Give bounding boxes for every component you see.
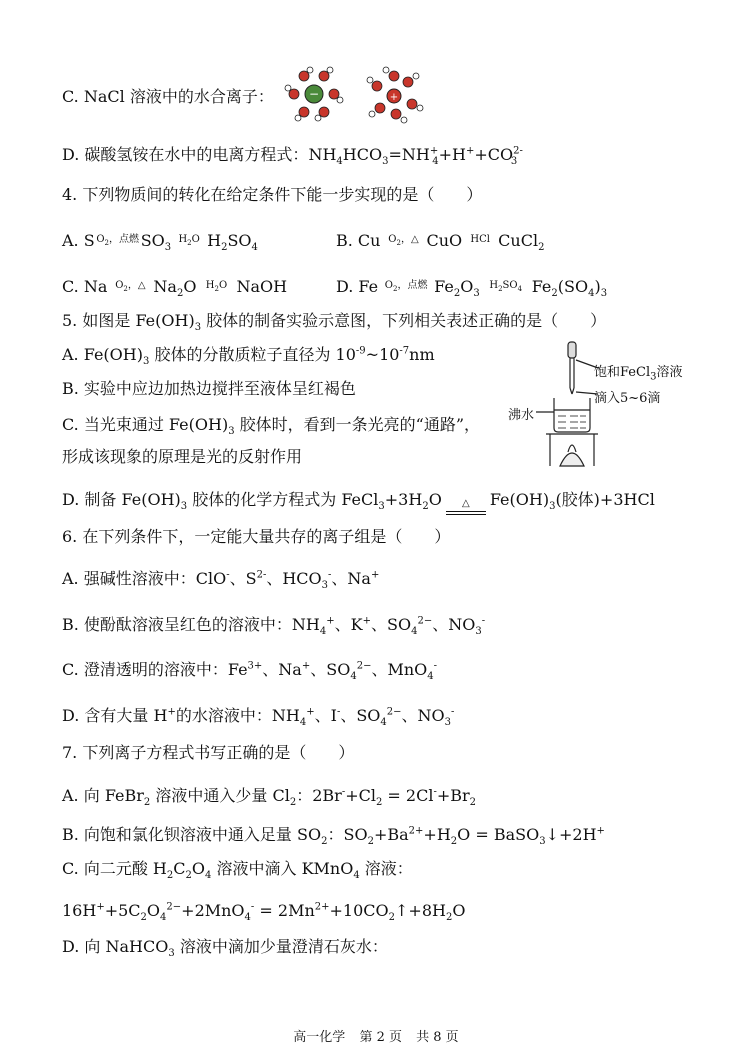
page-footer [0, 1026, 752, 1045]
q7-option-a: A. 向 FeBr$_2$ 溶液中通入少量 $Cl_2$：$2Br^-+Cl_2 = 2Cl^-+Br_2$ [62, 786, 477, 809]
q4-option-d: D. Fe $O_2$，点燃 $Fe_2O_3$ $H_2SO_4$ $Fe_2(SO_4)_3$ [336, 277, 608, 300]
q3-option-d-equation: $NH_4HCO_3=NH^+_4+H^++CO^{2-}_3$ [308, 145, 523, 168]
q3-option-d [62, 144, 523, 168]
q6-option-c: C. 澄清透明的溶液中：$Fe^{3+}$、Na+、$SO_4^{2-}$、MnO$_4$- [62, 660, 438, 683]
q3-option-d-text: D. 碳酸氢铵在水中的电离方程式： [62, 145, 309, 164]
footer-subject: 高一化学 [293, 1030, 346, 1045]
q7-stem: 7. 下列离子方程式书写正确的是（ ） [62, 743, 355, 762]
q7-option-b: B. 向饱和氯化钡溶液中通入足量 $SO_2$：$SO_2+Ba^{2+}+H_2O$ = BaSO$_3$↓+2H+ [62, 825, 605, 848]
q5-option-d: D. 制备 $Fe(OH)_3$ 胶体的化学方程式为 $FeCl_3+3H_2O$ △ $Fe(OH)_3$(胶体)+3HCl [62, 489, 655, 511]
q5-option-c-line2: 形成该现象的原理是光的反射作用 [62, 447, 303, 466]
q5-option-c-line1: C. 当光束通过 $Fe(OH)_3$ 胶体时，看到一条光亮的“通路”， [62, 415, 481, 438]
q3-option-c-text: C. NaCl 溶液中的水合离子： [62, 87, 274, 106]
hydrated-chloride-ion [285, 67, 343, 121]
q6-stem: 6. 在下列条件下，一定能大量共存的离子组是（ ） [62, 527, 451, 546]
q4-option-a: A. S $O_2$，点燃 $SO_3$ $H_2O$ $H_2SO_4$ [62, 231, 258, 254]
fig-label-boiling-water: 沸水 [508, 408, 535, 423]
footer-total: 共 8 页 [416, 1030, 459, 1045]
hydrated-ion-diagram [282, 64, 442, 134]
svg-text:−: − [308, 87, 320, 101]
q5-option-b: B. 实验中应边加热边搅拌至液体呈红褐色 [62, 379, 356, 398]
hydrated-sodium-ion [367, 67, 423, 123]
q7-option-c-equation: $16H^++5C_2O_4^{2-}+2MnO_4^-$ = $2Mn^{2+}+10CO_2↑+8H_2O$ [62, 901, 466, 924]
q6-option-a: A. 强碱性溶液中：ClO-、$S^{2-}$、$HCO_3^-$、Na+ [62, 569, 380, 592]
q7-option-d: D. 向 NaHCO$_3$ 溶液中滴加少量澄清石灰水： [62, 937, 388, 960]
footer-page: 第 2 页 [359, 1030, 402, 1045]
svg-text:+: + [389, 92, 399, 103]
fig-label-saturated-fecl3: 饱和FeCl$_3$溶液 [594, 365, 683, 383]
q7-option-c: C. 向二元酸 $H_2C_2O_4$ 溶液中滴入 KMnO$_4$ 溶液： [62, 859, 413, 882]
q6-option-d: D. 含有大量 H+的水溶液中：$NH_4^+$、I-、$SO_4^{2-}$、$NO_3^-$ [62, 706, 455, 729]
q4-stem: 4. 下列物质间的转化在给定条件下能一步实现的是（ ） [62, 185, 483, 204]
q4-option-b: B. Cu $O_2$，△ CuO HCl CuCl$_2$ [336, 231, 545, 254]
fig-label-drops: 滴入5~6滴 [594, 391, 661, 406]
q5-stem: 5. 如图是 $Fe(OH)_3$ 胶体的制备实验示意图，下列相关表述正确的是（ ） [62, 311, 607, 334]
q6-option-b: B. 使酚酞溶液呈红色的溶液中：$NH_4^+$、K+、$SO_4^{2-}$、$NO_3^-$ [62, 615, 486, 638]
q5-option-a: A. $Fe(OH)_3$ 胶体的分散质粒子直径为 $10^{-9}\sim 10^{-7}nm$ [62, 345, 435, 368]
q4-option-c: C. Na $O_2$，△ $Na_2O$ $H_2O$ NaOH [62, 277, 288, 300]
q3-option-c [62, 86, 274, 108]
